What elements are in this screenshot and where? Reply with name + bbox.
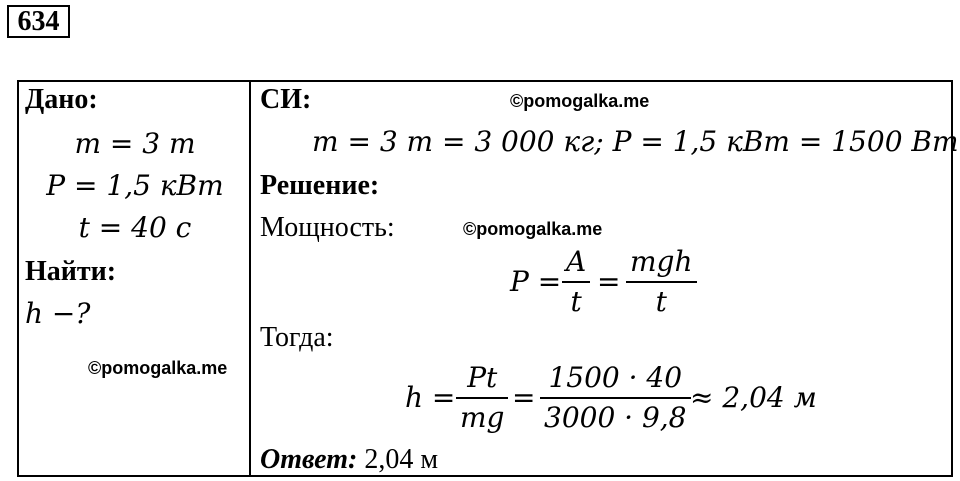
given-heading: Дано: bbox=[25, 84, 98, 115]
given-time: t = 40 с bbox=[78, 211, 192, 244]
fraction-numerator: mgh bbox=[630, 245, 693, 278]
problem-number: 634 bbox=[7, 5, 70, 38]
column-divider bbox=[249, 80, 251, 477]
formula2-lhs: h = bbox=[405, 381, 456, 414]
formula1-lhs: P = bbox=[510, 265, 562, 298]
fraction-bar bbox=[540, 397, 691, 399]
fraction-denominator: 3000 · 9,8 bbox=[544, 401, 687, 434]
answer-value: 2,04 м bbox=[364, 444, 439, 475]
formula1-equals: = bbox=[597, 265, 621, 298]
watermark: ©pomogalka.me bbox=[510, 91, 650, 111]
formula2-fraction-numeric bbox=[540, 362, 691, 434]
formula2-equals: = bbox=[512, 381, 536, 414]
fraction-denominator: mg bbox=[460, 401, 505, 434]
power-label: Мощность: bbox=[260, 212, 395, 243]
fraction-numerator: 1500 · 40 bbox=[548, 361, 683, 394]
formula2-fraction-pt-mg bbox=[456, 362, 508, 434]
given-power: P = 1,5 кВт bbox=[46, 169, 224, 202]
answer-line bbox=[260, 444, 438, 476]
fraction-numerator: A bbox=[566, 245, 587, 278]
fraction-denominator: t bbox=[655, 285, 667, 318]
fraction-bar bbox=[562, 281, 590, 283]
then-label: Тогда: bbox=[260, 322, 334, 353]
find-heading: Найти: bbox=[25, 256, 117, 287]
formula2-result: ≈ 2,04 м bbox=[690, 381, 817, 414]
fraction-bar bbox=[456, 397, 508, 399]
watermark: ©pomogalka.me bbox=[463, 219, 603, 239]
solution-heading: Решение: bbox=[260, 170, 380, 201]
fraction-bar bbox=[626, 281, 697, 283]
fraction-denominator: t bbox=[570, 285, 582, 318]
answer-label: Ответ: bbox=[260, 444, 358, 475]
find-height: h −? bbox=[25, 297, 91, 330]
given-mass: m = 3 т bbox=[74, 127, 196, 160]
si-conversion: m = 3 т = 3 000 кг; P = 1,5 кВт = 1500 Вт bbox=[312, 125, 959, 158]
formula1-fraction-a-t bbox=[562, 246, 590, 318]
formula1-fraction-mgh-t bbox=[626, 246, 697, 318]
fraction-numerator: Pt bbox=[467, 361, 498, 394]
si-heading: СИ: bbox=[260, 84, 312, 115]
watermark: ©pomogalka.me bbox=[88, 358, 228, 378]
